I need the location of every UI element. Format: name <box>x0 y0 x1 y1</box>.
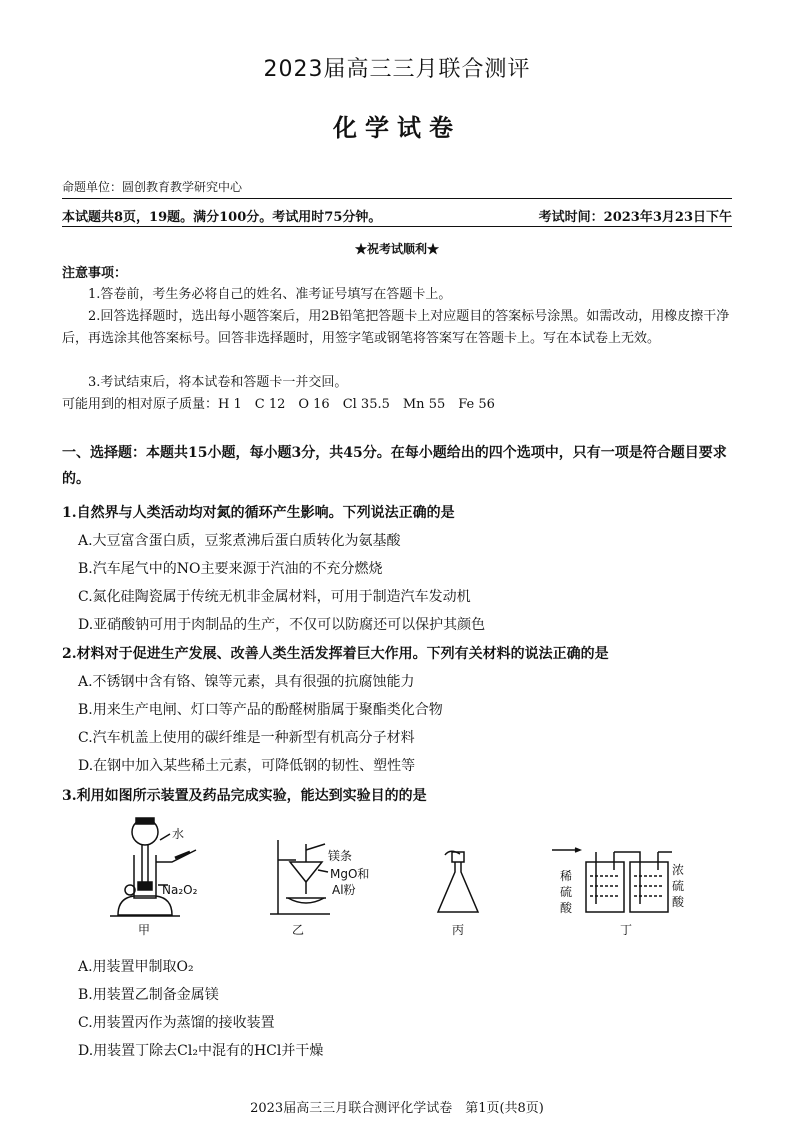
notes-heading: 注意事项： <box>62 266 128 281</box>
label-mgo-al-1: MgO和 <box>330 867 370 881</box>
label-mg-strip: 镁条 <box>328 849 353 863</box>
option: A.用装置甲制取O₂ <box>78 959 194 975</box>
option: B.用来生产电闸、灯口等产品的酚醛树脂属于聚酯类化合物 <box>78 702 443 718</box>
apparatus-figure <box>100 810 700 940</box>
exam-time: 考试时间：2023年3月23日下午 <box>538 210 732 225</box>
divider <box>62 226 732 227</box>
subject-title: 化学试卷 <box>333 114 461 142</box>
label-conc: 硫 <box>672 879 685 893</box>
option: D.在钢中加入某些稀土元素，可降低钢的韧性、塑性等 <box>78 758 416 774</box>
divider <box>62 198 732 199</box>
option: B.用装置乙制备金属镁 <box>78 987 219 1003</box>
question-stem: 1.自然界与人类活动均对氮的循环产生影响。下列说法正确的是 <box>62 505 455 521</box>
label-mgo-al-2: Al粉 <box>332 883 356 897</box>
setter-unit: 命题单位：圆创教育教学研究中心 <box>62 180 243 194</box>
page-footer: 2023届高三三月联合测评化学试卷 第1页(共8页) <box>250 1101 544 1116</box>
option: B.汽车尾气中的NO主要来源于汽油的不充分燃烧 <box>78 561 383 577</box>
label-ding: 丁 <box>620 923 633 937</box>
label-bing: 丙 <box>452 923 465 937</box>
note-item: 2.回答选择题时，选出每小题答案后，用2B铅笔把答题卡上对应题目的答案标号涂黑。如需改动，用橡皮擦干净后，再选涂其他答案标号。回答非选择题时，用签字笔或钢笔将答案写在答题卡上。写在本试卷上无效。 <box>62 309 730 346</box>
apparatus-yi <box>270 840 330 914</box>
label-dilute: 稀 <box>560 869 573 883</box>
option: C.用装置丙作为蒸馏的接收装置 <box>78 1015 275 1031</box>
label-conc: 酸 <box>672 895 685 909</box>
exam-info: 本试题共8页，19题。满分100分。考试用时75分钟。 <box>62 210 382 225</box>
label-dilute: 酸 <box>560 901 573 915</box>
note-item: 3.考试结束后，将本试卷和答题卡一并交回。 <box>88 375 348 390</box>
question-stem: 2.材料对于促进生产发展、改善人类生活发挥着巨大作用。下列有关材料的说法正确的是 <box>62 646 609 662</box>
option: A.不锈钢中含有铬、镍等元素，具有很强的抗腐蚀能力 <box>78 674 415 690</box>
option: D.亚硝酸钠可用于肉制品的生产，不仅可以防腐还可以保护其颜色 <box>78 617 486 633</box>
label-dilute: 硫 <box>560 885 573 899</box>
option: C.氮化硅陶瓷属于传统无机非金属材料，可用于制造汽车发动机 <box>78 589 471 605</box>
option: A.大豆富含蛋白质，豆浆煮沸后蛋白质转化为氨基酸 <box>78 533 401 549</box>
atomic-masses: 可能用到的相对原子质量：H 1 C 12 O 16 Cl 35.5 Mn 55 Fe 56 <box>62 397 495 412</box>
good-luck-banner: ★祝考试顺利★ <box>354 242 439 256</box>
label-yi: 乙 <box>292 923 305 937</box>
label-conc: 浓 <box>672 863 685 877</box>
apparatus-bing <box>438 851 478 912</box>
exam-title: 2023届高三三月联合测评 <box>263 57 531 82</box>
note-item: 1.答卷前，考生务必将自己的姓名、准考证号填写在答题卡上。 <box>88 287 452 302</box>
option: C.汽车机盖上使用的碳纤维是一种新型有机高分子材料 <box>78 730 415 746</box>
question-stem: 3.利用如图所示装置及药品完成实验，能达到实验目的的是 <box>62 788 427 804</box>
label-water: 水 <box>172 827 185 841</box>
section-heading: 一、选择题：本题共15小题，每小题3分，共45分。在每小题给出的四个选项中，只有一项是符合题目要求的。 <box>62 445 727 487</box>
label-na2o2: Na₂O₂ <box>162 883 198 897</box>
label-jia: 甲 <box>138 923 151 937</box>
option: D.用装置丁除去Cl₂中混有的HCl并干燥 <box>78 1043 324 1059</box>
